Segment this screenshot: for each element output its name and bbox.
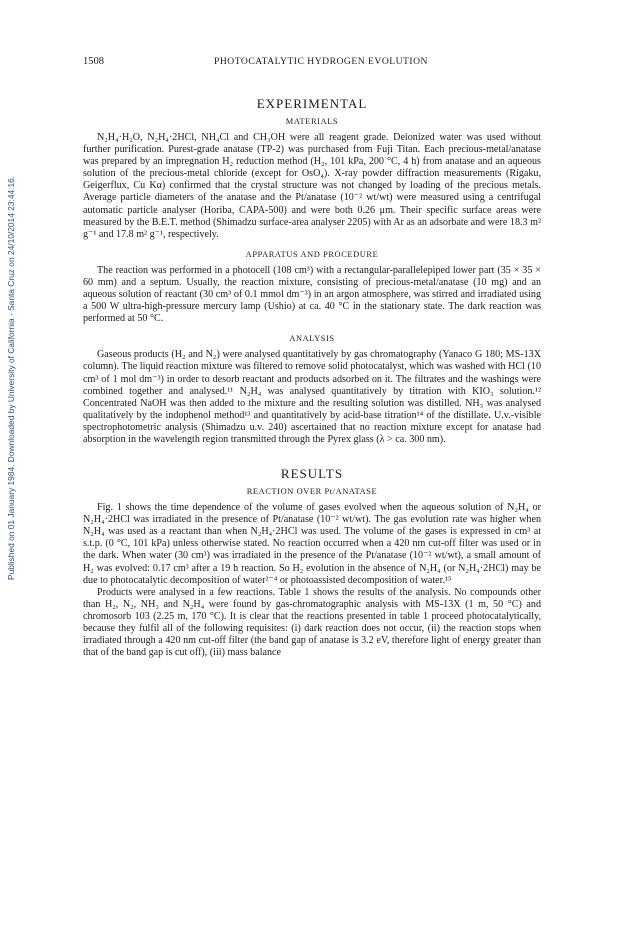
page-number: 1508 — [83, 56, 104, 67]
paragraph-reaction-2: Products were analysed in a few reactions. Table 1 shows the results of the analysis. No compounds other than H₂, N₂, NH₃ and N₂H₄ were found by gas-chromatographic analysis with MS-13X (1 m, 50 °C) and chromosorb 103 (2.25 m, 170 °C). It is clear that the reactions presented in table 1 proceed photocatalytically, because they fulfil all of the following requisites: (i) dark reaction does not occur, (ii) the reaction stops when irradiated through a 420 nm cut-off filter (the band gap of anatase is 3.2 eV, therefore light of energy greater than that of the band gap is cut off), (iii) mass balance — [83, 586, 541, 659]
paragraph-materials: N₂H₄·H₂O, N₂H₄·2HCl, NH₄Cl and CH₃OH were all reagent grade. Deionized water was used without further purification. Purest-grade anatase (TP-2) was purchased from Fuji Titan. Each precious-metal/anatase was prepared by an impregnation H₂ reduction method (H₂, 101 kPa, 200 °C, 4 h) from anatase and an aqueous solution of the precious-metal chloride (except for OsO₄). X-ray powder diffraction measurements (Rigaku, Geigerflux, Cu Kα) confirmed that the crystal structure was not changed by loading of the precious metals. Average particle diameters of the anatase and the Pt/anatase (10⁻² wt/wt) were measured using a centrifugal automatic particle analyser (Horiba, CAPA-500) and were both 0.26 μm. Their specific surface areas were measured by the B.E.T. method (Shimadzu surface-area analyser 2205) with Ar as an adsorbate and were 18.3 m² g⁻¹ and 17.8 m² g⁻¹, respectively. — [83, 132, 541, 240]
download-notice-text: Published on 01 January 1984. Downloaded by University of California - Santa Cruz on 24/10/2014 23:44:16. — [6, 175, 16, 580]
section-heading-experimental: EXPERIMENTAL — [256, 96, 368, 111]
running-header — [83, 56, 541, 72]
subsection-heading-apparatus: APPARATUS AND PROCEDURE — [245, 249, 379, 259]
subsection-heading-materials: MATERIALS — [285, 117, 339, 126]
paragraph-analysis: Gaseous products (H₂ and N₂) were analysed quantitatively by gas chromatography (Yanaco G 180; MS-13X column). The liquid reaction mixture was filtered to remove solid photocatalyst, which was washed with HCl (10 cm³ of 1 mol dm⁻³) in order to desorb reactant and products adsorbed on it. The filtrates and the washings were combined together and analysed.¹¹ N₂H₄ was analysed quantitatively by titration with KIO₃ solution.¹² Concentrated NaOH was then added to the mixture and the resulting solution was distilled. NH₃ was analysed qualitatively by the indophenol method¹³ and quantitatively by acid-base titration¹⁴ of the distillate. U.v.-visible spectrophotometric analysis (Shimadzu u.v. 240) ascertained that no reaction mixture except for anatase had absorption in the wavelength region transmitted through the Pyrex glass (λ > ca. 300 nm). — [83, 349, 541, 445]
running-title: PHOTOCATALYTIC HYDROGEN EVOLUTION — [214, 56, 428, 67]
subsection-heading-analysis: ANALYSIS — [289, 334, 335, 344]
section-heading-results: RESULTS — [280, 466, 344, 482]
download-notice — [6, 80, 18, 580]
paper-page — [83, 56, 541, 659]
subsection-heading-reaction: REACTION OVER Pt/ANATASE — [246, 487, 378, 497]
paragraph-reaction-1: Fig. 1 shows the time dependence of the volume of gases evolved when the aqueous solution of N₂H₄ or N₂H₄·2HCl was irradiated in the presence of Pt/anatase (10⁻² wt/wt). The gas evolution rate was higher when N₂H₄ was used as a reactant than when N₂H₄·2HCl was used. The volume of the gases is expressed in cm³ at s.t.p. (0 °C, 101 kPa) unless otherwise stated. No reaction occurred when a 420 nm cut-off filter was used or in the dark. When water (30 cm³) was irradiated in the presence of the Pt/anatase (10⁻² wt/wt), a small amount of H₂ was evolved: 0.17 cm³ after a 19 h reaction. So H₂ evolution in the absence of N₂H₄ (or N₂H₄·2HCl) may be due to photocatalytic decomposition of water²⁻⁴ or photoassisted decomposition of water.¹⁵ — [83, 502, 541, 586]
paragraph-apparatus: The reaction was performed in a photocell (108 cm³) with a rectangular-parallelepiped lower part (35 × 35 × 60 mm) and a septum. Usually, the reaction mixture, consisting of precious-metal/anatase (10 mg) and an aqueous solution of reactant (30 cm³ of 0.1 mmol dm⁻³) in an argon atmosphere, was stirred and irradiated using a 500 W ultra-high-pressure mercury lamp (Ushio) at ca. 40 °C in the stationary state. The dark reaction was performed at 50 °C. — [83, 264, 541, 325]
